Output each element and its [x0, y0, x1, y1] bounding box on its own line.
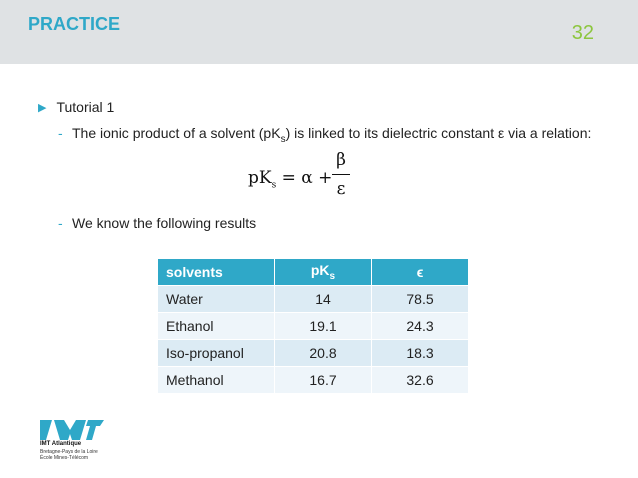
sub-bullet-1-text [58, 124, 603, 149]
logo-line-1: Bretagne-Pays de la Loire [40, 449, 98, 455]
results-table [157, 258, 469, 394]
cell-pks: 20.8 [275, 340, 372, 367]
bullet-triangle-icon: ▶ [38, 101, 47, 114]
imt-logo-mark-icon [40, 420, 104, 440]
header-pks-subscript: s [329, 270, 336, 282]
fraction-bar [332, 174, 350, 175]
dash-icon: - [58, 215, 63, 231]
cell-solvent: Water [158, 286, 275, 313]
bullet-main-text: Tutorial 1 [56, 99, 115, 115]
cell-eps: 32.6 [372, 367, 469, 394]
formula-fraction [332, 150, 350, 199]
logo-name: IMT Atlantique [40, 441, 82, 447]
logo-line-2: École Mines-Télécom [40, 455, 89, 461]
table-header-row [158, 259, 469, 286]
cell-solvent: Iso-propanol [158, 340, 275, 367]
sub-bullet-2-text: We know the following results [72, 215, 257, 231]
cell-pks: 19.1 [275, 313, 372, 340]
header-solvents: solvents [158, 259, 275, 286]
table-row [158, 286, 469, 313]
dash-icon: - [58, 125, 63, 141]
sub-bullet-2 [58, 214, 603, 232]
cell-solvent: Methanol [158, 367, 275, 394]
slide-header [0, 0, 638, 64]
sub-bullet-1-part-a: The ionic product of a solvent (pK [72, 125, 281, 141]
formula-pk-subscript: s [271, 180, 277, 191]
cell-eps: 18.3 [372, 340, 469, 367]
slide-title: PRACTICE [28, 14, 121, 34]
cell-eps: 78.5 [372, 286, 469, 313]
formula-lhs [248, 168, 332, 190]
sub-bullet-1-subscript: s [280, 133, 286, 145]
bullet-main [38, 99, 114, 115]
formula-pk: pK [248, 168, 272, 188]
cell-eps: 24.3 [372, 313, 469, 340]
table-row [158, 340, 469, 367]
sub-bullet-1 [58, 124, 603, 149]
header-epsilon: ϵ [372, 259, 469, 286]
page-number: 32 [571, 22, 594, 44]
table-row [158, 367, 469, 394]
header-pks-text: pK [310, 262, 330, 279]
table-row [158, 313, 469, 340]
cell-pks: 16.7 [275, 367, 372, 394]
formula-denominator: ε [336, 179, 346, 199]
sub-bullet-1-part-b: ) is linked to its dielectric constant ε via a relation: [285, 125, 592, 141]
formula-numerator: β [336, 150, 346, 170]
formula-equals-alpha: = α + [276, 168, 333, 188]
cell-pks: 14 [275, 286, 372, 313]
header-pks [275, 259, 372, 286]
cell-solvent: Ethanol [158, 313, 275, 340]
